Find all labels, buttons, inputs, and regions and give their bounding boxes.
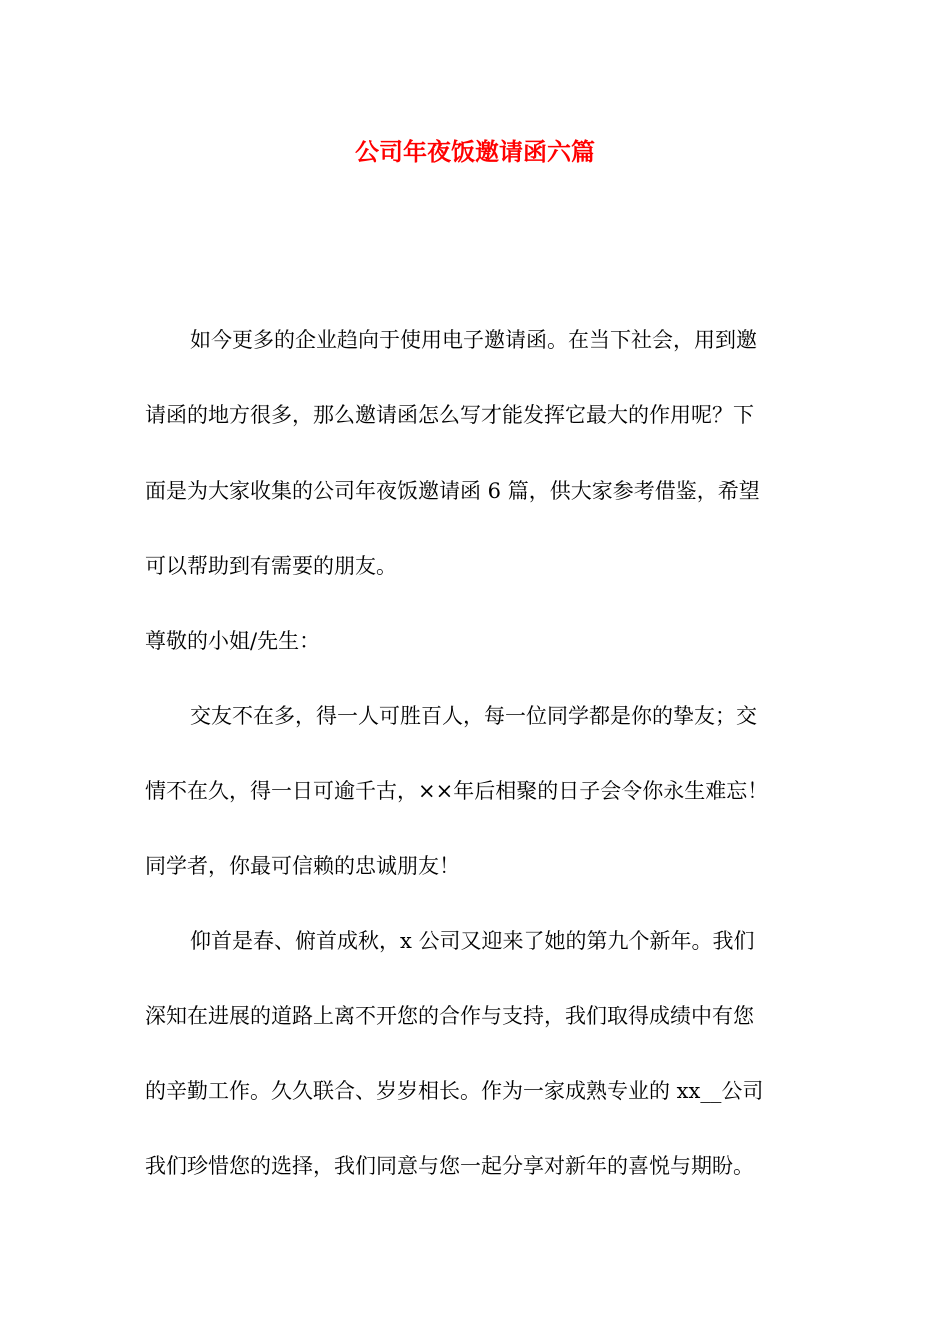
paragraph-friendship-line-3: 同学者，你最可信赖的忠诚朋友！ bbox=[145, 854, 460, 878]
paragraph-friendship-line-1: 交友不在多，得一人可胜百人，每一位同学都是你的挚友；交 bbox=[190, 704, 757, 728]
paragraph-friendship-line-2: 情不在久，得一日可逾千古，××年后相聚的日子会令你永生难忘！ bbox=[145, 779, 769, 803]
paragraph-newyear-line-3: 的辛勤工作。久久联合、岁岁相长。作为一家成熟专业的 xx__公司 bbox=[145, 1079, 764, 1103]
paragraph-newyear-line-1: 仰首是春、俯首成秋，x 公司又迎来了她的第九个新年。我们 bbox=[190, 929, 755, 953]
paragraph-newyear-line-4: 我们珍惜您的选择，我们同意与您一起分享对新年的喜悦与期盼。 bbox=[145, 1154, 754, 1178]
paragraph-intro-line-1: 如今更多的企业趋向于使用电子邀请函。在当下社会，用到邀 bbox=[190, 328, 757, 352]
paragraph-intro-line-4: 可以帮助到有需要的朋友。 bbox=[145, 554, 397, 578]
paragraph-intro-line-3: 面是为大家收集的公司年夜饭邀请函 6 篇，供大家参考借鉴，希望 bbox=[145, 479, 760, 503]
salutation: 尊敬的小姐/先生： bbox=[145, 629, 321, 653]
document-title: 公司年夜饭邀请函六篇 bbox=[355, 137, 595, 166]
paragraph-newyear-line-2: 深知在进展的道路上离不开您的合作与支持，我们取得成绩中有您 bbox=[145, 1004, 754, 1028]
paragraph-intro-line-2: 请函的地方很多，那么邀请函怎么写才能发挥它最大的作用呢？下 bbox=[145, 403, 754, 427]
